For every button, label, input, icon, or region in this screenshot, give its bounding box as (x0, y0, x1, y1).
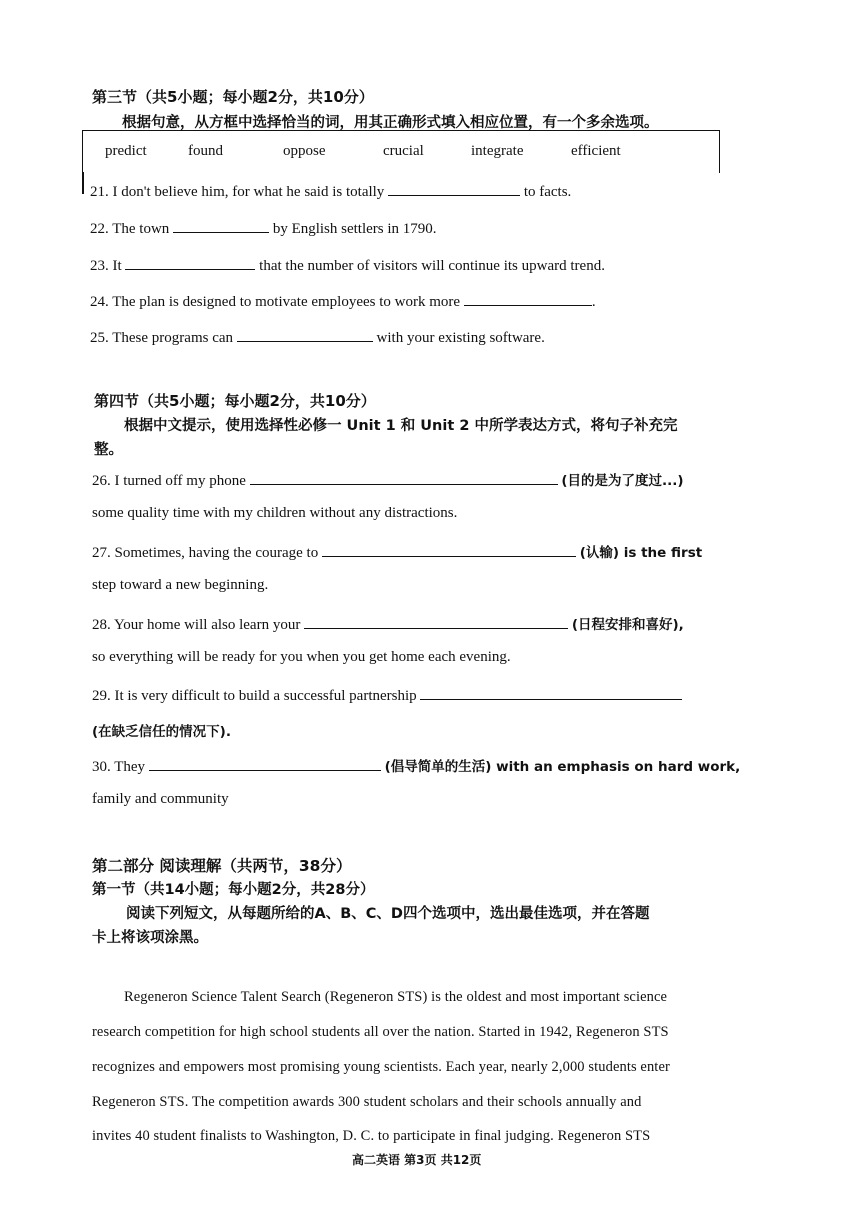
passage-line: recognizes and empowers most promising young scientists. Each year, nearly 2,000 students enter (92, 1059, 670, 1075)
question-29 (92, 685, 682, 705)
question-number: 29. (92, 688, 111, 704)
part2-instruction: 阅读下列短文，从每题所给的A、B、C、D四个选项中，选出最佳选项，并在答题 (126, 906, 650, 922)
part2-subtitle: 第一节（共14小题；每小题2分，共28分） (92, 882, 375, 898)
passage-line: invites 40 student finalists to Washington, D. C. to participate in final judging. Regeneron STS (92, 1128, 651, 1144)
answer-blank[interactable] (420, 685, 682, 700)
answer-blank[interactable] (237, 327, 373, 342)
question-number: 25. (90, 330, 109, 346)
section4-instruction-cont: 整。 (94, 442, 123, 458)
word-bank-box (82, 130, 720, 173)
word-bank-item: crucial (383, 143, 424, 159)
question-22 (90, 218, 437, 238)
question-text: with your existing software. (376, 330, 545, 346)
question-number: 22. (90, 221, 109, 237)
passage-line: research competition for high school students all over the nation. Started in 1942, Regeneron STS (92, 1024, 669, 1040)
question-text: It is very difficult to build a successful partnership (114, 688, 417, 704)
passage-line: Regeneron Science Talent Search (Regeneron STS) is the oldest and most important science (124, 989, 668, 1005)
question-text: to facts. (523, 184, 572, 200)
question-27-cont: step toward a new beginning. (92, 577, 269, 593)
chinese-hint: (认输) is the first (579, 545, 703, 561)
question-29-cont: (在缺乏信任的情况下). (92, 724, 231, 740)
question-number: 23. (90, 258, 109, 274)
question-text: They (114, 759, 146, 775)
question-text: I don't believe him, for what he said is totally (112, 184, 385, 200)
question-27 (92, 541, 702, 562)
chinese-hint: (倡导简单的生活) with an emphasis on hard work, (384, 759, 741, 775)
chinese-hint: (目的是为了度过...) (561, 473, 684, 489)
question-number: 28. (92, 617, 111, 633)
question-text: Your home will also learn your (113, 617, 301, 633)
question-number: 30. (92, 759, 111, 775)
answer-blank[interactable] (250, 470, 558, 485)
question-text: that the number of visitors will continue its upward trend. (259, 258, 605, 274)
answer-blank[interactable] (125, 255, 255, 270)
question-number: 27. (92, 545, 111, 561)
question-28 (92, 613, 684, 634)
question-25 (90, 327, 545, 347)
question-28-cont: so everything will be ready for you when you get home each evening. (92, 649, 511, 665)
question-text: The town (112, 221, 170, 237)
word-bank-item: integrate (471, 143, 524, 159)
question-21 (90, 181, 571, 201)
question-text: . (591, 294, 596, 310)
part2-instruction-cont: 卡上将该项涂黑。 (92, 930, 208, 946)
question-23 (90, 255, 605, 275)
chinese-hint: (日程安排和喜好), (571, 617, 684, 633)
answer-blank[interactable] (149, 756, 381, 771)
word-bank-item: oppose (283, 143, 326, 159)
question-24 (90, 291, 596, 311)
question-30-cont: family and community (92, 791, 229, 807)
question-text: Sometimes, having the courage to (114, 545, 319, 561)
word-bank-item: predict (105, 143, 147, 159)
answer-blank[interactable] (304, 614, 568, 629)
question-26-cont: some quality time with my children without any distractions. (92, 505, 458, 521)
box-border-fragment (82, 172, 84, 194)
question-text: It (112, 258, 122, 274)
word-bank-item: efficient (571, 143, 621, 159)
page-footer: 高二英语 第3页 共12页 (352, 1153, 482, 1167)
question-text: I turned off my phone (114, 473, 246, 489)
section3-title: 第三节（共5小题；每小题2分，共10分） (92, 88, 374, 106)
question-number: 24. (90, 294, 109, 310)
question-text: These programs can (112, 330, 234, 346)
question-26 (92, 469, 684, 490)
answer-blank[interactable] (173, 218, 269, 233)
question-text: The plan is designed to motivate employees to work more (112, 294, 461, 310)
part2-title: 第二部分 阅读理解（共两节，38分） (92, 857, 352, 875)
question-30 (92, 755, 740, 776)
answer-blank[interactable] (464, 291, 592, 306)
answer-blank[interactable] (388, 181, 520, 196)
word-bank-item: found (188, 143, 223, 159)
passage-line: Regeneron STS. The competition awards 300 student scholars and their schools annually and (92, 1094, 642, 1110)
question-number: 21. (90, 184, 109, 200)
question-number: 26. (92, 473, 111, 489)
section4-instruction: 根据中文提示，使用选择性必修一 Unit 1 和 Unit 2 中所学表达方式，将句子补充完 (124, 418, 678, 434)
question-text: by English settlers in 1790. (272, 221, 437, 237)
section4-title: 第四节（共5小题；每小题2分，共10分） (94, 392, 376, 410)
section3-instruction: 根据句意，从方框中选择恰当的词，用其正确形式填入相应位置，有一个多余选项。 (122, 115, 659, 131)
answer-blank[interactable] (322, 542, 576, 557)
